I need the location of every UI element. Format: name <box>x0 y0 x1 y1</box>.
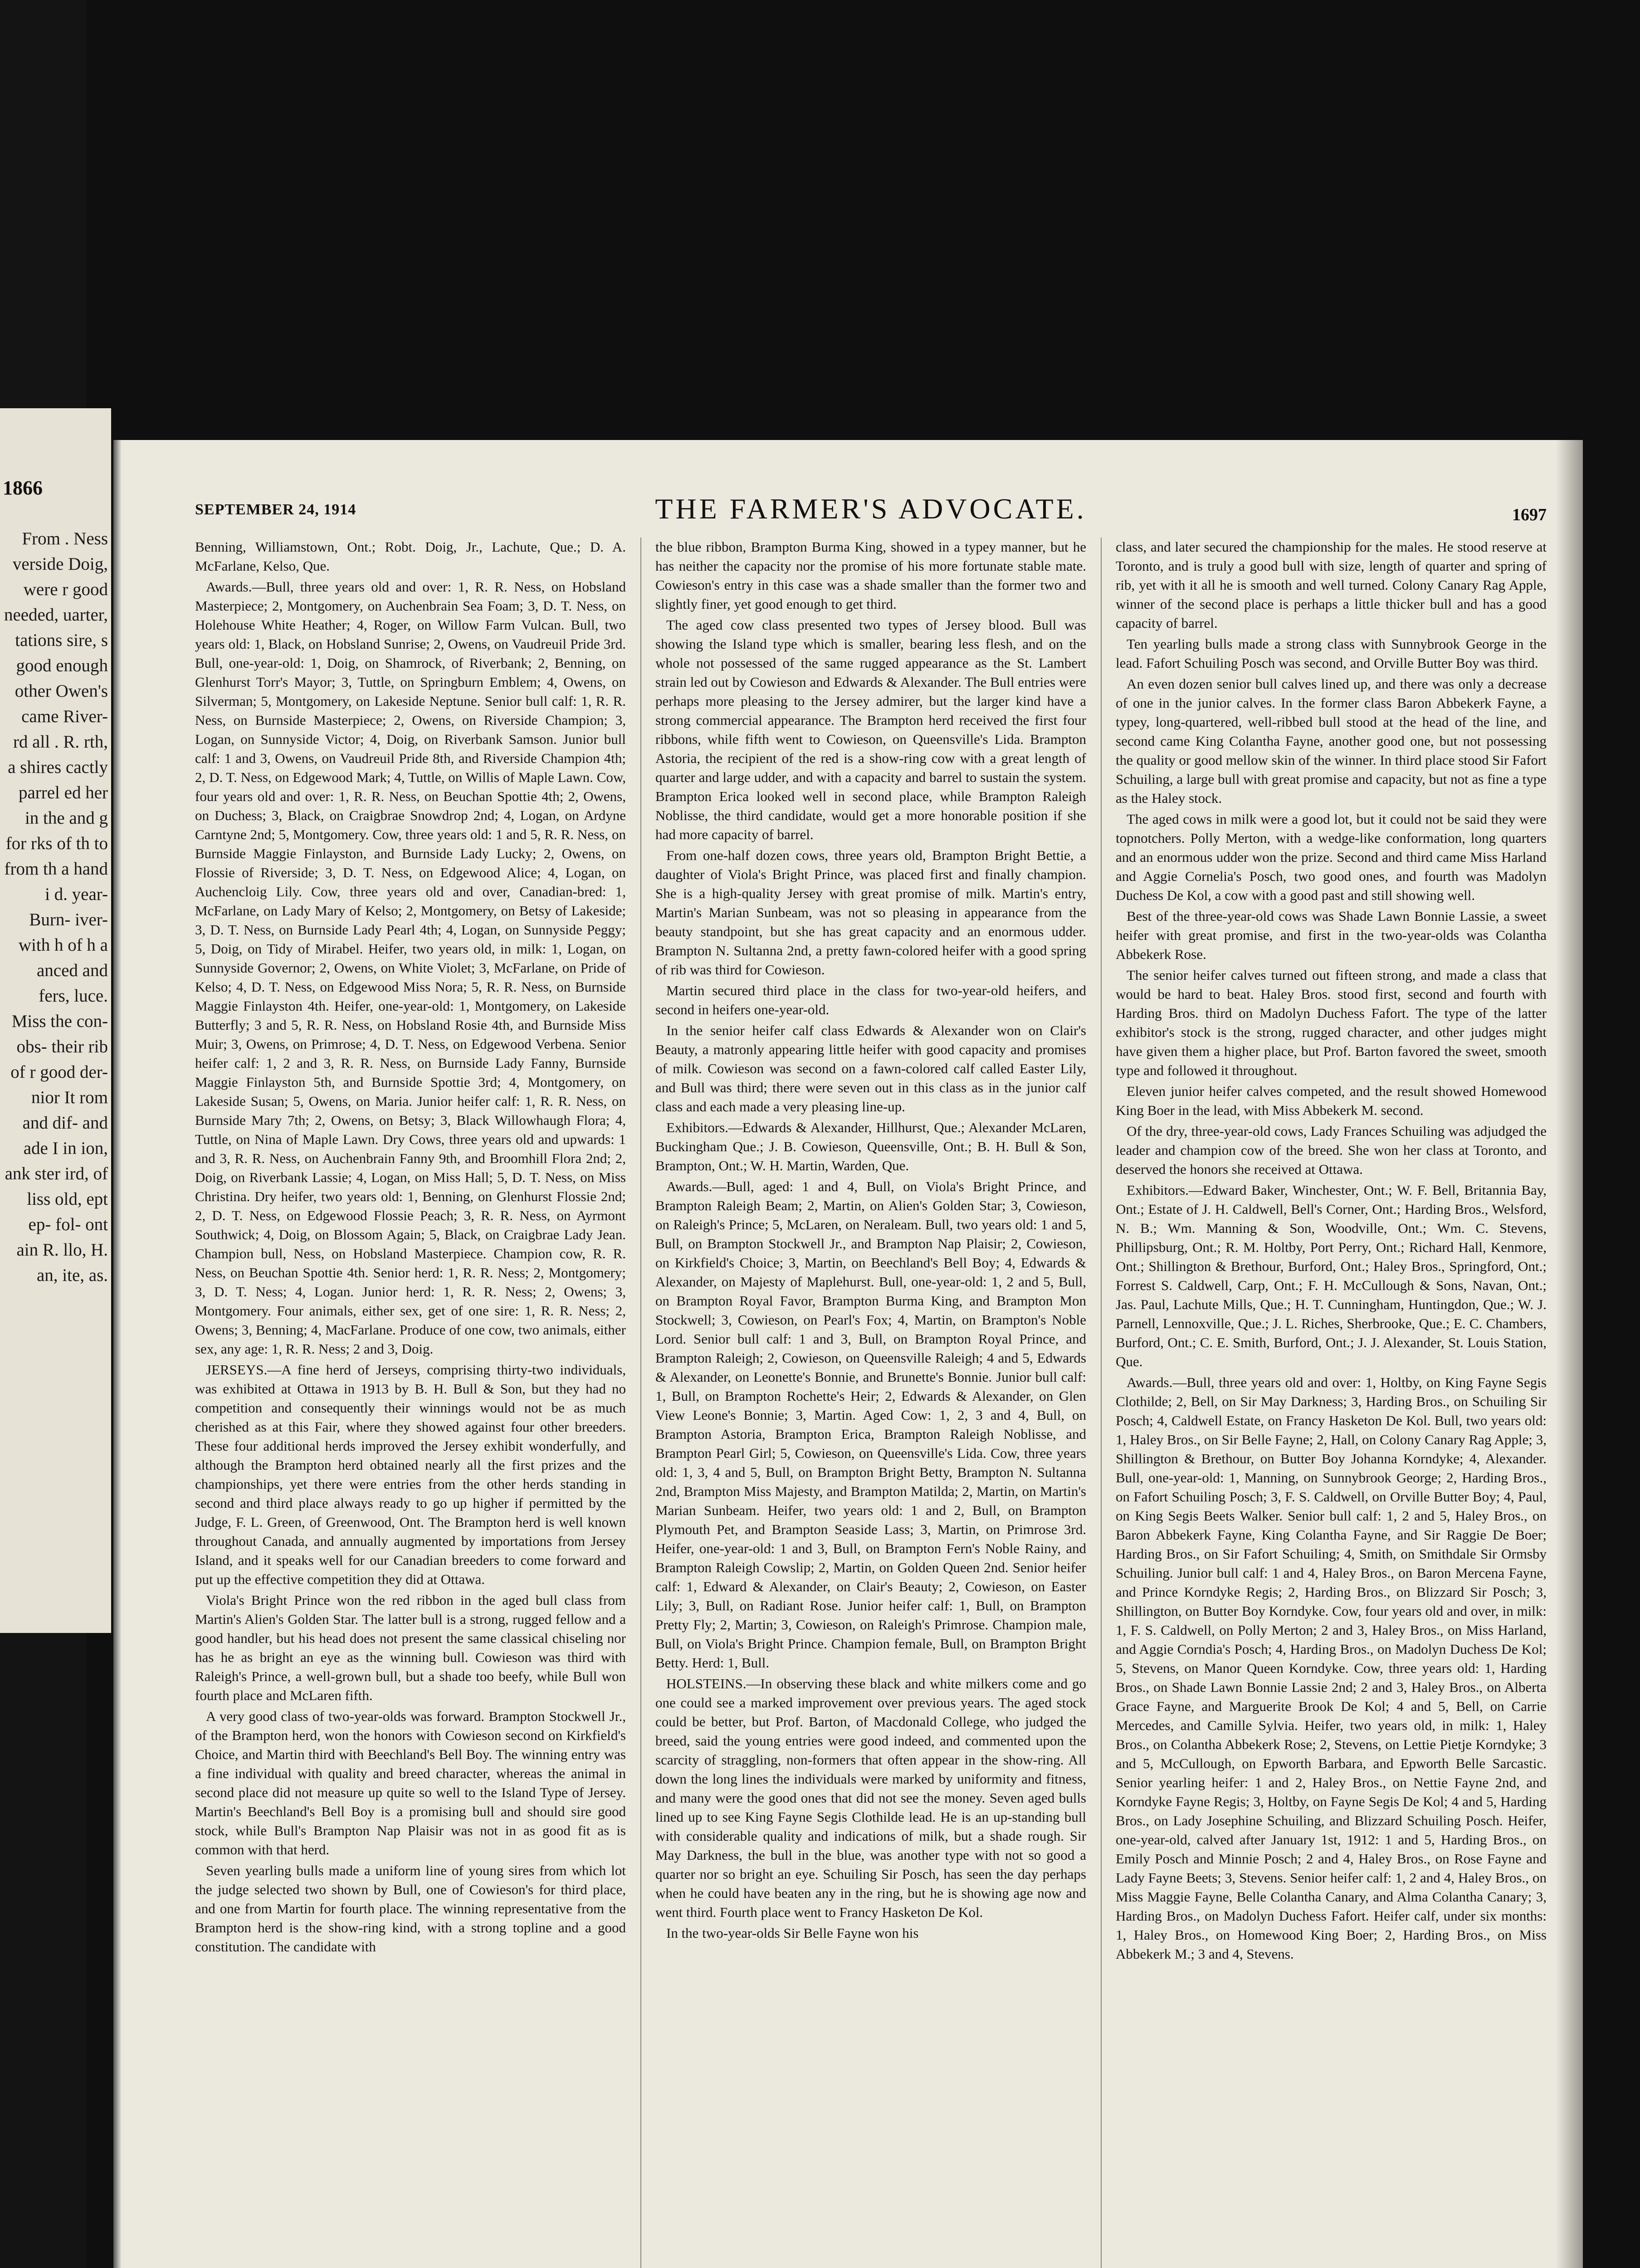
paragraph: Seven yearling bulls made a uniform line of young sires from which lot the judge selected two shown by Bull, one of Cowieson's for third place, and one from Martin for fourth place. The winning representative from the Brampton herd is the show-ring kind, with a strong topline and a good constitution. The candidate with <box>195 1862 626 1955</box>
paragraph: The aged cow class presented two types of Jersey blood. Bull was showing the Island type which is smaller, bearing less flesh, and on the whole not possessed of the same rugged appearance as the St. Lambert strain led out by Cowieson and Edwards & Alexander. The Bull entries were perhaps more pleasing to the Jersey admirer, but the larger kind have a strong commercial appearance. The Brampton herd received the first four ribbons, while fifth went to Cowieson, on Queensville's Lida. Brampton Astoria, the recipient of the red is a show-ring cow with a great length of quarter and large udder, and with a capacity and barrel to sustain the system. Brampton Erica looked well in second place, while Brampton Raleigh Noblisse, the third candidate, would get a more honorable position if she had more capacity of barrel. <box>655 617 1086 842</box>
paragraph: Exhibitors.—Edwards & Alexander, Hillhurst, Que.; Alexander McLaren, Buckingham Que.; J. B. Cowieson, Queensville, Ont.; B. H. Bull & Son, Brampton, Ont.; W. H. Martin, Warden, Que. <box>655 1119 1086 1173</box>
paragraph: HOLSTEINS.—In observing these black and white milkers come and go one could see a marked improvement over previous years. The aged stock could be better, but Prof. Barton, of Macdonald College, who judged the breed, said the young entries were good indeed, and commented upon the scarcity of straggling, non-formers that often appear in the show-ring. All down the long lines the individuals were marked by uniformity and fitness, and many were the good ones that did not see the money. Seven aged bulls lined up to see King Fayne Segis Clothilde lead. He is an up-standing bull with considerable quality and indications of milk, but a shade rough. Sir May Darkness, the bull in the blue, was another type with not so good a quarter nor so bright an eye. Schuiling Sir Posch, has seen the day perhaps when he could have beaten any in the ring, but he is showing age now and went third. Fourth place went to Francy Hasketon De Kol. <box>655 1676 1086 1920</box>
paragraph: JERSEYS.—A fine herd of Jerseys, comprising thirty-two individuals, was exhibited at Ottawa in 1913 by B. H. Bull & Son, but they had no competition and consequently their winnings would not be as much cherished as at this Fair, where they showed against four other breeders. These four additional herds improved the Jersey exhibit wonderfully, and although the Brampton herd obtained nearly all the first prizes and the championships, yet there were entries from the other herds standing in second and third place always ready to go up higher if permitted by the Judge, F. L. Green, of Greenwood, Ont. The Brampton herd is well known throughout Canada, and annually augmented by importations from Jersey Island, and it speaks well for our Canadian breeders to come forward and put up the effective competition they did at Ottawa. <box>195 1362 626 1587</box>
page-number: 1697 <box>1512 505 1547 524</box>
paragraph: Viola's Bright Prince won the red ribbon in the aged bull class from Martin's Alien's Golden Star. The latter bull is a strong, rugged fellow and a good handler, but his head does not present the same classical chiseling nor has he as bright an eye as the winning bull. Cowieson was third with Raleigh's Prince, a well-grown bull, but a shade too beefy, while Bull won fourth place and McLaren fifth. <box>195 1592 626 1703</box>
paragraph: Awards.—Bull, three years old and over: 1, Holtby, on King Fayne Segis Clothilde; 2, Bell, on Sir May Darkness; 3, Harding Bros., on Schuiling Sir Posch; 4, Caldwell Estate, on Francy Hasketon De Kol. Bull, two years old: 1, Haley Bros., on Sir Belle Fayne; 2, Hall, on Colony Canary Rag Apple; 3, Shillington & Brethour, on Butter Boy Johanna Korndyke; 4, Alexander. Bull, one-year-old: 1, Manning, on Sunnybrook George; 2, Harding Bros., on Fafort Schuiling Posch; 3, F. S. Caldwell, on Orville Butter Boy; 4, Paul, on King Segis Beets Walker. Senior bull calf: 1, 2 and 5, Haley Bros., on Baron Abbekerk Fayne, King Colantha Fayne, and Sir Raggie De Boer; Harding Bros., on Sir Fafort Schuiling; 4, Smith, on Smithdale Sir Ormsby Schuiling. Junior bull calf: 1 and 4, Haley Bros., on Baron Mercena Fayne, and Prince Korndyke Regis; 2, Harding Bros., on Blizzard Sir Posch; 3, Shillington, on Butter Boy Korndyke. Cow, four years old and over, in milk: 1, F. S. Caldwell, on Polly Merton; 2 and 3, Haley Bros., on Miss Harland, and Aggie Corndia's Posch; 4, Harding Bros., on Madolyn Duchess De Kol; 5, Stevens, on Manor Queen Korndyke. Cow, three years old: 1, Harding Bros., on Shade Lawn Bonnie Lassie 2nd; 2 and 3, Haley Bros., on Alberta Grace Fayne, and Marguerite Brook De Kol; 4 and 5, Bell, on Carrie Mercedes, and Camille Sylvia. Heifer, two years old, in milk: 1, Haley Bros., on Colantha Abbekerk Rose; 2, Stevens, on Lettie Pietje Korndyke; 3 and 5, McCullough, on Epworth Barbara, and Epworth Belle Sarcastic. Senior yearling heifer: 1 and 2, Haley Bros., on Nettie Fayne 2nd, and Korndyke Fayne Regis; 3, Holtby, on Fayne Segis De Kol; 4 and 5, Harding Bros., on Lady Josephine Schuiling, and Blizzard Schuiling Posch. Heifer, one-year-old, calved after January 1st, 1912: 1 and 5, Harding Bros., on Emily Posch and Minnie Posch; 2 and 4, Haley Bros., on Rose Fayne and Lady Fayne Beets; 3, Stevens. Senior heifer calf: 1, 2 and 4, Haley Bros., on Miss Maggie Fayne, Belle Colantha Canary, and Alma Colantha Canary; 3, Harding Bros., on Madolyn Duchess Fafort. Heifer calf, under six months: 1, Haley Bros., on Homewood King Boer; 2, Harding Bros., on Miss Abbekerk M.; 3 and 4, Stevens. <box>1116 1374 1547 1962</box>
page-edge-shadow <box>1556 440 1583 2268</box>
page-header <box>195 492 1547 533</box>
newspaper-page <box>113 440 1583 2268</box>
article-columns <box>195 538 1547 2268</box>
paragraph: Of the dry, three-year-old cows, Lady Frances Schuiling was adjudged the leader and champion cow of the breed. She won her class at Toronto, and deserved the honors she received at Ottawa. <box>1116 1123 1547 1177</box>
paragraph: Best of the three-year-old cows was Shade Lawn Bonnie Lassie, a sweet heifer with great promise, and first in the two-year-olds was Colantha Abbekerk Rose. <box>1116 908 1547 962</box>
paragraph: In the two-year-olds Sir Belle Fayne won his <box>666 1925 919 1941</box>
page-gutter-shadow <box>113 440 122 2268</box>
column-2 <box>655 538 1086 2268</box>
previous-page-number: 1866 <box>3 477 43 499</box>
paragraph: In the senior heifer calf class Edwards & Alexander won on Clair's Beauty, a matronly appearing little heifer with good capacity and promises of milk. Cowieson was second on a fawn-colored calf called Easter Lily, and Bull was third; there were seven out in this class as in the junior calf class and each made a very pleasing line-up. <box>655 1022 1086 1114</box>
column-1 <box>195 538 626 2268</box>
paragraph: From one-half dozen cows, three years old, Brampton Bright Bettie, a daughter of Viola's Bright Prince, was placed first and finally champion. She is a high-quality Jersey with great promise of milk. Martin's entry, Martin's Marian Sunbeam, was not so pleasing in appearance from the beauty standpoint, but she has great capacity and an enormous udder. Brampton N. Sultanna 2nd, a pretty fawn-colored heifer with a good spring of rib was third for Cowieson. <box>655 847 1086 978</box>
column-3 <box>1116 538 1547 2268</box>
paragraph: the blue ribbon, Brampton Burma King, showed in a typey manner, but he has neither the capacity nor the promise of his more fortunate stable mate. Cowieson's entry in this case was a shade smaller than the former two and slightly finer, yet good enough to get third. <box>655 539 1086 612</box>
paragraph: Awards.—Bull, aged: 1 and 4, Bull, on Viola's Bright Prince, and Brampton Raleigh Beam; 2, Martin, on Alien's Golden Star; 3, Cowieson, on Raleigh's Prince; 5, McLaren, on Neraleam. Bull, two years old: 1 and 5, Bull, on Brampton Stockwell Jr., and Brampton Nap Plaisir; 2, Cowieson, on Kirkfield's Choice; 3, Martin, on Beechland's Bell Boy; 4, Edwards & Alexander, on Majesty of Maplehurst. Bull, one-year-old: 1, 2 and 5, Bull, on Brampton Royal Favor, Brampton Burma King, and Brampton Mon Stockwell; 3, Cowieson, on Pearl's Fox; 4, Martin, on Brampton's Noble Lord. Senior bull calf: 1 and 3, Bull, on Brampton Royal Prince, and Brampton Raleigh; 2, Cowieson, on Queensville Raleigh; 4 and 5, Edwards & Alexander, on Leonette's Bonnie, and Brunette's Bonnie. Junior bull calf: 1, Bull, on Brampton Rochette's Heir; 2, Edwards & Alexander, on Glen View Leone's Bonnie; 3, Martin. Aged Cow: 1, 2, 3 and 4, Bull, on Brampton Astoria, Brampton Erica, Brampton Raleigh Noblisse, and Brampton Pearl Girl; 5, Cowieson, on Queensville's Lida. Cow, three years old: 1, 3, 4 and 5, Bull, on Brampton Bright Betty, Brampton N. Sultanna 2nd, Brampton Miss Majesty, and Brampton Matilda; 2, Martin, on Martin's Marian Sunbeam. Heifer, two years old: 1 and 2, Bull, on Brampton Plymouth Pet, and Brampton Seaside Lass; 3, Martin, on Primrose 3rd. Heifer, one-year-old: 1 and 3, Bull, on Brampton Fern's Noble Rainy, and Brampton Raleigh Cowslip; 2, Martin, on Golden Queen 2nd. Senior heifer calf: 1, Edward & Alexander, on Clair's Beauty; 2, Cowieson, on Easter Lily; 3, Bull, on Radiant Rose. Junior heifer calf: 1, Bull, on Brampton Pretty Fly; 2, Martin; 3, Cowieson, on Raleigh's Primrose. Champion male, Bull, on Viola's Bright Prince. Champion female, Bull, on Brampton Bright Betty. Herd: 1, Bull. <box>655 1178 1086 1671</box>
paragraph: Eleven junior heifer calves competed, and the result showed Homewood King Boer in the lead, with Miss Abbekerk M. second. <box>1116 1083 1547 1118</box>
paragraph: An even dozen senior bull calves lined up, and there was only a decrease of one in the junior calves. In the former class Baron Abbekerk Fayne, a typey, long-quartered, well-ribbed bull stood at the head of the line, and second came King Colantha Fayne, another good one, but not possessing the quality or good mellow skin of the winner. In third place stood Sir Fafort Schuiling, a large bull with great promise and capacity, but not as fine a type as the Haley stock. <box>1116 676 1547 806</box>
column-divider <box>640 538 641 2268</box>
paragraph: A very good class of two-year-olds was forward. Brampton Stockwell Jr., of the Brampton herd, won the honors with Cowieson second on Kirkfield's Choice, and Martin third with Beechland's Bell Boy. The winning entry was a fine individual with quality and breed character, whereas the animal in second place did not measure up quite so well to the Island Type of Jersey. Martin's Beechland's Bell Boy is a promising bull and should sire good stock, while Bull's Brampton Nap Plaisir was not in as good fit as is common with that herd. <box>195 1708 626 1857</box>
masthead-title: THE FARMER'S ADVOCATE. <box>655 493 1087 525</box>
paragraph: Benning, Williamstown, Ont.; Robt. Doig, Jr., Lachute, Que.; D. A. McFarlane, Kelso, Que. <box>195 539 626 574</box>
paragraph: Ten yearling bulls made a strong class with Sunnybrook George in the lead. Fafort Schuiling Posch was second, and Orville Butter Boy was third. <box>1116 636 1547 671</box>
column-divider <box>1101 538 1102 2268</box>
paragraph: Exhibitors.—Edward Baker, Winchester, Ont.; W. F. Bell, Britannia Bay, Ont.; Estate of J. H. Caldwell, Bell's Corner, Ont.; Harding Bros., Welsford, N. B.; Wm. Manning & Son, Woodville, Ont.; Wm. C. Stevens, Phillipsburg, Ont.; R. M. Holtby, Port Perry, Ont.; Richard Hall, Kenmore, Ont.; Shillington & Brethour, Burford, Ont.; Haley Bros., Springford, Ont.; Forrest S. Caldwell, Carp, Ont.; F. H. McCullough & Sons, Navan, Ont.; Jas. Paul, Lachute Mills, Que.; H. T. Cunningham, Huntingdon, Que.; W. J. Parnell, Lennoxville, Que.; J. L. Riches, Sherbrooke, Que.; E. C. Chambers, Burford, Ont.; C. E. Smith, Burford, Ont.; J. J. Alexander, St. Louis Station, Que. <box>1116 1182 1547 1369</box>
paragraph: Awards.—Bull, three years old and over: 1, R. R. Ness, on Hobsland Masterpiece; 2, Montgomery, on Auchenbrain Sea Foam; 3, D. T. Ness, on Holehouse White Heather; 4, Roger, on Willow Farm Vulcan. Bull, two years old: 1, Black, on Hobsland Sunrise; 2, Owens, on Vaudreuil Pride 3rd. Bull, one-year-old: 1, Doig, on Shamrock, of Riverbank; 2, Benning, on Glenhurst Torr's Mayor; 3, Tuttle, on Springburn Emblem; 4, Owens, on Silverman; 5, Montgomery, on Lakeside Neptune. Senior bull calf: 1, R. R. Ness, on Burnside Masterpiece; 2, Owens, on Riverside Champion; 3, Logan, on Sunnyside Victor; 4, Doig, on Riverbank Samson. Junior bull calf: 1 and 3, Owens, on Vaudreuil Pride 8th, and Riverside Champion 4th; 2, D. T. Ness, on Edgewood Mark; 4, Tuttle, on Willis of Maple Lawn. Cow, four years old and over: 1, R. R. Ness, on Beuchan Spottie 4th; 2, Owens, on Duchess; 3, Black, on Craigbrae Snowdrop 2nd; 4, Logan, on Ardyne Carntyne 2nd; 5, Montgomery. Cow, three years old: 1 and 5, R. R. Ness, on Burnside Maggie Finlayston, and Burnside Lady Lucky; 2, Owens, on Flossie of Riverside; 3, D. T. Ness, on Edgewood Alice; 4, Logan, on Auchencloig Lily. Cow, three years old and over, Canadian-bred: 1, McFarlane, on Lady Mary of Kelso; 2, Montgomery, on Betsy of Lakeside; 3, D. T. Ness, on Burnside Lady Pearl 4th; 4, Logan, on Sunnyside Peggy; 5, Doig, on Tidy of Mirabel. Heifer, two years old, in milk: 1, Logan, on Sunnyside Governor; 2, Owens, on White Violet; 3, McFarlane, on Pride of Kelso; 4, D. T. Ness, on Edgewood Miss Nora; 5, R. R. Ness, on Burnside Maggie Finlayston 4th. Heifer, one-year-old: 1, Montgomery, on Lakeside Butterfly; 3 and 5, R. R. Ness, on Hobsland Rosie 4th, and Burnside Miss Muir; 3, Owens, on Primrose; 4, D. T. Ness, on Edgewood Verbena. Senior heifer calf: 1, 2 and 3, R. R. Ness, on Burnside Lady Fanny, Burnside Maggie Finlayston 5th, and Burnside Spottie 3rd; 4, Montgomery, on Lakeside Susan; 5, Owens, on Maria. Junior heifer calf: 1, R. R. Ness, on Burnside Mary 7th; 2, Owens, on Betsy; 3, Black Willowhaugh Flora; 4, Tuttle, on Nina of Maple Lawn. Dry Cows, three years old and upwards: 1 and 3, R. R. Ness, on Auchenbrain Fanny 9th, and Broomhill Flora 2nd; 2, Doig, on Riverbank Lassie; 4, Logan, on Miss Hall; 5, D. T. Ness, on Miss Christina. Dry heifer, two years old: 1, Benning, on Glenhurst Flossie 2nd; 2, D. T. Ness, on Edgewood Flossie Peach; 3, R. R. Ness, on Ayrmont Southwick; 4, Doig, on Blossom Again; 5, Black, on Craigbrae Lady Jean. Champion bull, Ness, on Hobsland Masterpiece. Champion cow, R. R. Ness, on Beuchan Spottie 4th. Senior herd: 1, R. R. Ness; 2, Montgomery; 3, D. T. Ness; 4, Logan. Junior herd: 1, R. R. Ness; 2, Owens; 3, Montgomery. Four animals, either sex, get of one sire: 1, R. R. Ness; 2, Owens; 3, Benning; 4, MacFarlane. Produce of one cow, two animals, either sex, any age: 1, R. R. Ness; 2 and 3, Doig. <box>195 579 626 1357</box>
paragraph: Martin secured third place in the class for two-year-old heifers, and second in heifers one-year-old. <box>655 982 1086 1017</box>
previous-page-text-fragment: From . Ness verside Doig, were r good needed, uarter, tations sire, s good enough other Owen's came River- rd all . R. rth, a shires cactly parrel ed her in the and g for rks of th to from th a hand i d. year- Burn- iver- with h of h a anced and fers, luce. Miss the con- obs- their rib of r good der- nior It rom and dif- and ade I in ion, ank ster ird, of liss old, ept ep- fol- ont ain R. llo, H. an, ite, as. <box>4 529 108 1285</box>
paragraph: The aged cows in milk were a good lot, but it could not be said they were topnotchers. Polly Merton, with a wedge-like conformation, long quarters and an enormous udder won the prize. Second and third came Miss Harland and Aggie Cornelia's Posch, two good ones, and fourth was Madolyn Duchess De Kol, a cow with a good past and still showing well. <box>1116 811 1547 903</box>
paragraph: class, and later secured the championship for the males. He stood reserve at Toronto, and is truly a good bull with size, length of quarter and spring of rib, yet with it all he is smooth and well turned. Colony Canary Rag Apple, winner of the second place is perhaps a little thicker bull and has a good capacity of barrel. <box>1116 539 1547 631</box>
previous-page-edge <box>0 408 111 1633</box>
issue-date: SEPTEMBER 24, 1914 <box>195 501 356 518</box>
paragraph: The senior heifer calves turned out fifteen strong, and made a class that would be hard to beat. Haley Bros. stood first, second and fourth with Harding Bros. third on Madolyn Duchess Fafort. The type of the latter exhibitor's stock is the strong, rugged character, and other judges might have given them a higher place, but Prof. Barton favored the sweet, smooth type and followed it throughout. <box>1116 967 1547 1078</box>
